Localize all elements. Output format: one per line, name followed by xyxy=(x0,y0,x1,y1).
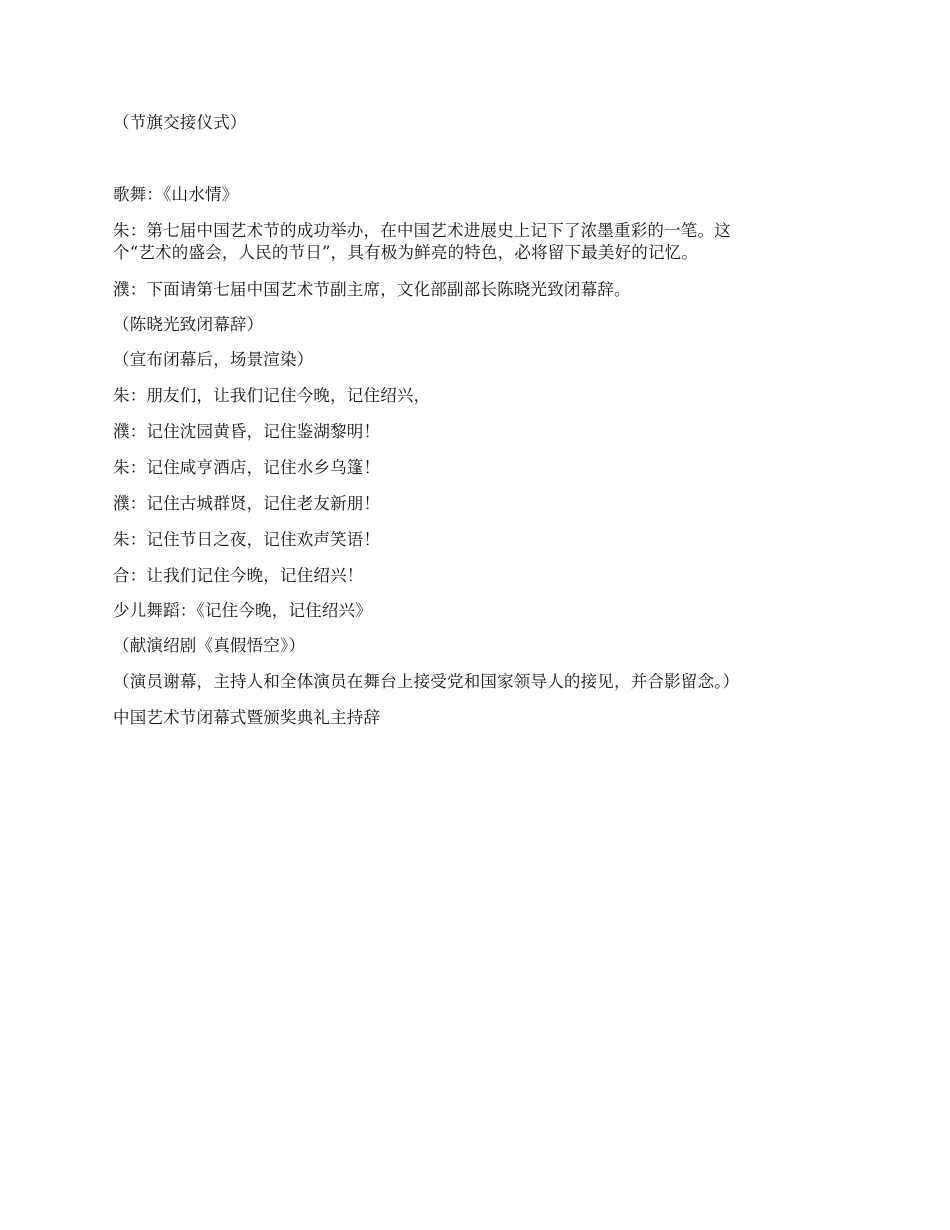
stage-direction-scene: （宣布闭幕后，场景渲染） xyxy=(113,350,314,369)
dialogue-zhu-line-4: 朱：记住节日之夜，记住欢声笑语！ xyxy=(113,530,381,549)
dialogue-pu-line-1: 濮：下面请第七届中国艺术节副主席，文化部副部长陈晓光致闭幕辞。 xyxy=(113,280,631,299)
program-item-song-dance: 歌舞：《山水情》 xyxy=(113,185,239,204)
document-title-footer: 中国艺术节闭幕式暨颁奖典礼主持辞 xyxy=(113,708,381,727)
dialogue-together: 合：让我们记住今晚，记住绍兴！ xyxy=(113,566,364,585)
program-item-children-dance: 少儿舞蹈：《记住今晚，记住绍兴》 xyxy=(113,601,372,620)
stage-direction-closing-speech: （陈晓光致闭幕辞） xyxy=(113,315,264,334)
dialogue-pu-line-2: 濮：记住沈园黄昏，记住鉴湖黎明！ xyxy=(113,422,381,441)
dialogue-zhu-line-1-cont: 个“艺术的盛会，人民的节日”，具有极为鲜亮的特色，必将留下最美好的记忆。 xyxy=(113,243,699,262)
dialogue-zhu-line-2: 朱：朋友们，让我们记住今晚，记住绍兴， xyxy=(113,386,431,405)
stage-direction-opera: （献演绍剧《真假悟空》） xyxy=(113,636,306,655)
dialogue-zhu-line-3: 朱：记住咸亨酒店，记住水乡乌篷！ xyxy=(113,458,381,477)
dialogue-zhu-line-1: 朱：第七届中国艺术节的成功举办，在中国艺术进展史上记下了浓墨重彩的一笔。这 xyxy=(113,221,731,240)
stage-direction-curtain-call: （演员谢幕，主持人和全体演员在舞台上接受党和国家领导人的接见，并合影留念。） xyxy=(113,672,740,691)
stage-direction-flag-handover: （节旗交接仪式） xyxy=(113,113,247,132)
dialogue-pu-line-3: 濮：记住古城群贤，记住老友新朋！ xyxy=(113,494,381,513)
